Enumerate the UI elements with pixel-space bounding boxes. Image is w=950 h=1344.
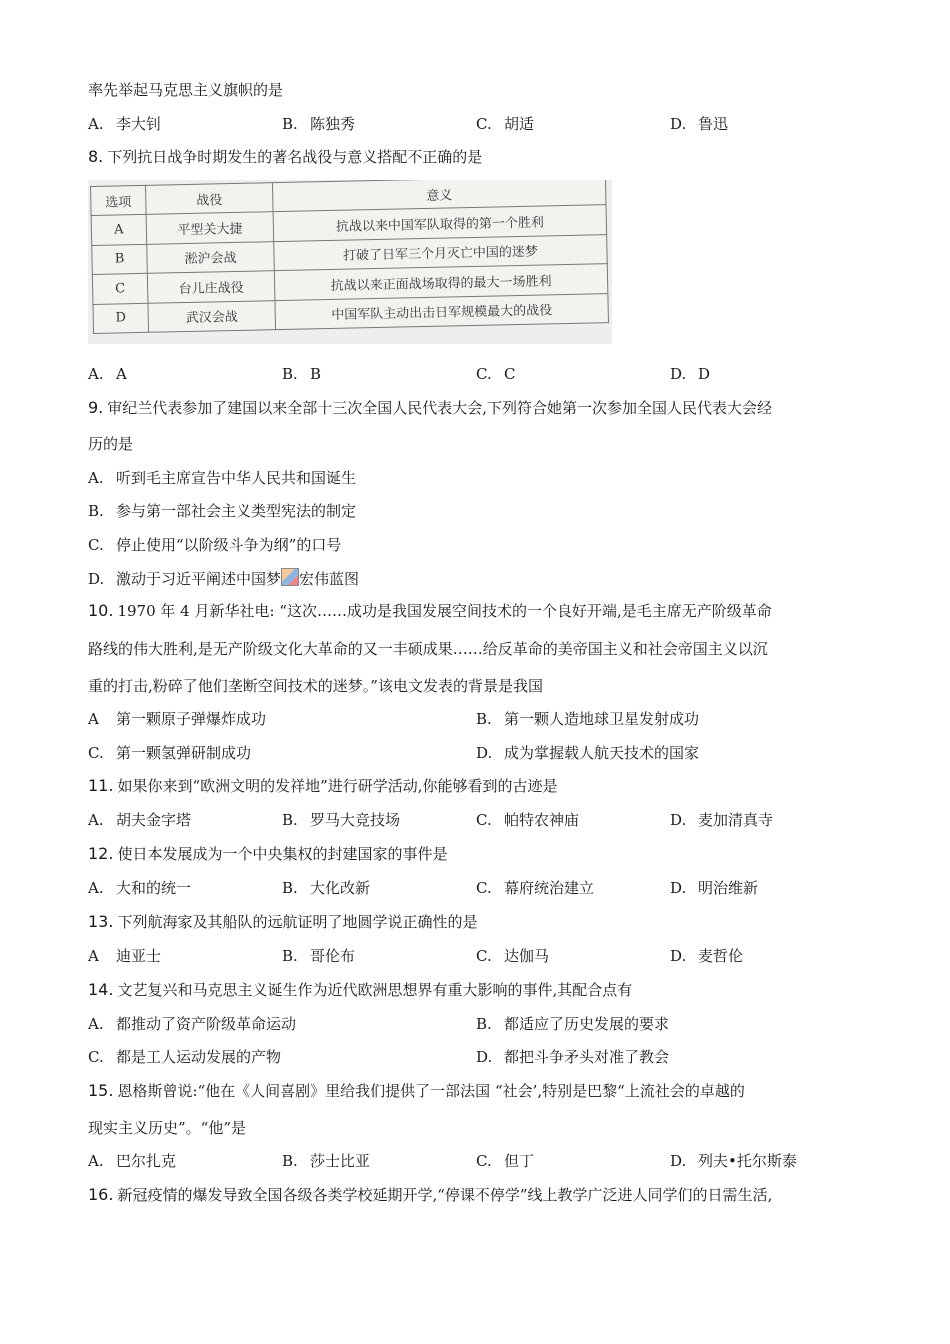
q16-stem: 16. 新冠疫情的爆发导致全国各级各类学校延期开学,“停课不停学”线上教学广泛进人同学们的日需生活, [88, 1185, 773, 1204]
q10-option-b[interactable]: B. 第一颗人造地球卫星发射成功 [476, 710, 700, 728]
q13-options [88, 946, 868, 966]
q10-options-row2 [88, 743, 868, 763]
q8-table [90, 180, 609, 334]
q14-options-row1 [88, 1014, 868, 1034]
table-cell: 台儿庄战役 [147, 271, 275, 303]
q9-option-d[interactable]: D. 激动于习近平阐述中国梦 宏伟蓝图 [88, 570, 360, 588]
q11-options [88, 810, 868, 830]
q13-option-b[interactable]: B. 哥伦布 [282, 947, 356, 965]
table-header: 意义 [272, 180, 606, 212]
table-cell: A [91, 215, 147, 246]
q13-option-d[interactable]: D. 麦哲伦 [670, 947, 744, 965]
q13-option-a[interactable]: A 迪亚士 [88, 947, 162, 965]
q12-options [88, 878, 868, 898]
table-cell: 打破了日军三个月灭亡中国的迷梦 [274, 234, 608, 270]
q7-stem: 率先举起马克思主义旗帜的是 [88, 81, 284, 99]
q9-option-a[interactable]: A. 听到毛主席宣告中华人民共和国诞生 [88, 469, 357, 487]
q12-option-c[interactable]: C. 幕府统治建立 [476, 879, 595, 897]
q15-options [88, 1151, 868, 1171]
q11-stem: 11. 如果你来到“欧洲文明的发祥地”进行研学活动,你能够看到的古迹是 [88, 776, 558, 795]
q9-option-c[interactable]: C. 停止使用“以阶级斗争为纲”的口号 [88, 536, 342, 554]
q10-stem: 10. 1970 年 4 月新华社电: “这次……成功是我国发展空间技术的一个良好开端,是毛主席无产阶级革命 [88, 601, 772, 620]
q13-option-c[interactable]: C. 达伽马 [476, 947, 550, 965]
q8-stem: 8. 下列抗日战争时期发生的著名战役与意义搭配不正确的是 [88, 147, 483, 166]
q15-option-a[interactable]: A. 巴尔扎克 [88, 1152, 177, 1170]
q8-option-c[interactable]: C. C [476, 365, 516, 383]
q10-option-c[interactable]: C. 第一颗氢弹研制成功 [88, 744, 252, 762]
q13-stem: 13. 下列航海家及其船队的远航证明了地圆学说正确性的是 [88, 912, 478, 931]
q8-options [88, 364, 868, 384]
table-cell: B [92, 244, 148, 275]
q11-option-b[interactable]: B. 罗马大竞技场 [282, 811, 401, 829]
q12-option-a[interactable]: A. 大和的统一 [88, 879, 192, 897]
q15-option-d[interactable]: D. 列夫•托尔斯泰 [670, 1152, 797, 1170]
q15-stem: 15. 恩格斯曾说:“他在《人间喜剧》里给我们提供了一部法国 “社会’,特别是巴黎“上流社会的卓越的 [88, 1081, 745, 1100]
table-cell: 中国军队主动出击日军规模最大的战役 [275, 293, 609, 329]
q9-option-b[interactable]: B. 参与第一部社会主义类型宪法的制定 [88, 502, 357, 520]
q10-option-d[interactable]: D. 成为掌握载人航天技术的国家 [476, 744, 700, 762]
q12-option-d[interactable]: D. 明治维新 [670, 879, 759, 897]
q7-option-a[interactable]: A. 李大钊 [88, 115, 162, 133]
q8-table-photo [88, 180, 612, 344]
table-cell: 武汉会战 [148, 300, 276, 332]
q10-stem-cont: 路线的伟大胜利,是无产阶级文化大革命的又一丰硕成果……给反革命的美帝国主义和社会帝国主义以沉 [88, 640, 768, 658]
q11-option-c[interactable]: C. 帕特农神庙 [476, 811, 580, 829]
q12-stem: 12. 使日本发展成为一个中央集权的封建国家的事件是 [88, 844, 448, 863]
q14-option-d[interactable]: D. 都把斗争矛头对准了教会 [476, 1048, 670, 1066]
table-cell: 平型关大捷 [146, 212, 274, 244]
q7-option-c[interactable]: C. 胡适 [476, 115, 535, 133]
table-cell: C [92, 273, 148, 304]
table-cell: 淞沪会战 [147, 241, 275, 273]
q14-options-row2 [88, 1047, 868, 1067]
q7-option-d[interactable]: D. 鲁迅 [670, 115, 729, 133]
q15-option-b[interactable]: B. 莎士比亚 [282, 1152, 371, 1170]
q12-option-b[interactable]: B. 大化改新 [282, 879, 371, 897]
broken-image-icon [281, 568, 299, 586]
q14-option-a[interactable]: A. 都推动了资产阶级革命运动 [88, 1015, 297, 1033]
q8-option-a[interactable]: A. A [88, 365, 127, 383]
table-header: 选项 [91, 185, 147, 216]
q15-stem-cont: 现实主义历史”。“他”是 [88, 1119, 247, 1137]
q7-option-b[interactable]: B. 陈独秀 [282, 115, 356, 133]
q8-option-b[interactable]: B. B [282, 365, 322, 383]
table-cell: D [93, 303, 149, 334]
q7-options [88, 114, 868, 134]
q14-option-c[interactable]: C. 都是工人运动发展的产物 [88, 1048, 282, 1066]
q11-option-a[interactable]: A. 胡夫金字塔 [88, 811, 192, 829]
q14-option-b[interactable]: B. 都适应了历史发展的要求 [476, 1015, 670, 1033]
q10-option-a[interactable]: A 第一颗原子弹爆炸成功 [88, 710, 267, 728]
table-cell: 抗战以来中国军队取得的第一个胜利 [273, 205, 607, 241]
q15-option-c[interactable]: C. 但丁 [476, 1152, 535, 1170]
q10-options-row1 [88, 709, 868, 729]
q9-stem: 9. 审纪兰代表参加了建国以来全部十三次全国人民代表大会,下列符合她第一次参加全国人民代表大会经 [88, 398, 773, 417]
q11-option-d[interactable]: D. 麦加清真寺 [670, 811, 774, 829]
q9-stem-cont: 历的是 [88, 435, 134, 453]
q8-option-d[interactable]: D. D [670, 365, 711, 383]
table-header: 战役 [145, 183, 273, 215]
q14-stem: 14. 文艺复兴和马克思主义诞生作为近代欧洲思想界有重大影响的事件,其配合点有 [88, 980, 633, 999]
table-cell: 抗战以来正面战场取得的最大一场胜利 [274, 264, 608, 300]
q10-stem-cont: 重的打击,粉碎了他们垄断空间技术的迷梦。”该电文发表的背景是我国 [88, 677, 543, 695]
